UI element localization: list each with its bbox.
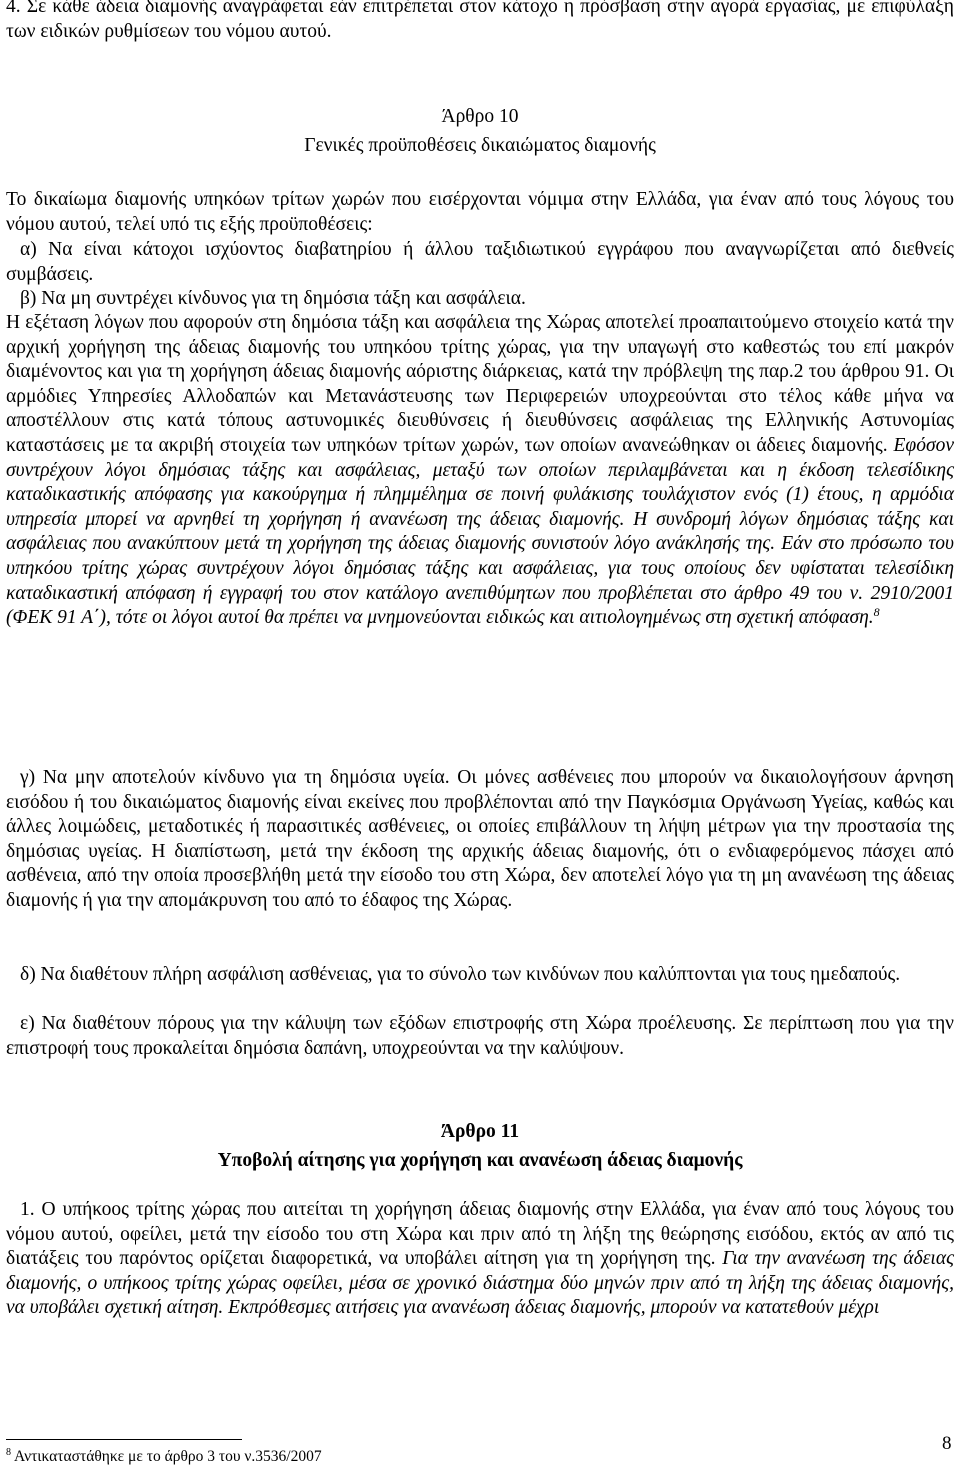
condition-e-text: ε) Να διαθέτουν πόρους για την κάλυψη των εξόδων επιστροφής στη Χώρα προέλευσης. Σε περίπτωση που για την επιστροφή τους προκαλείται δημόσια δαπάνη, υποχρεούνται να την καλύψουν. bbox=[6, 1013, 954, 1059]
paragraph-article-11-1 bbox=[6, 1198, 954, 1321]
footnote-text: Αντικαταστάθηκε με το άρθρο 3 του ν.3536/2007 bbox=[11, 1448, 322, 1465]
article-10-subtitle-text: Γενικές προϋποθέσεις δικαιώματος διαμονής bbox=[304, 135, 656, 156]
article-11-1-text: 1. Ο υπήκοος τρίτης χώρας που αιτείται τη χορήγηση άδειας διαμονής στην Ελλάδα, για έναν από τους λόγους του νόμου αυτού, οφείλει, μετά την είσοδο του στη Χώρα και πριν από τη λήξη της θεώρησης εισόδου, εκτός αν από τις διατάξεις του παρόντος ορίζεται διαφορετικά, να υποβάλει αίτηση για τη χορήγηση της. bbox=[6, 1199, 954, 1270]
paragraph-item-4 bbox=[6, 0, 954, 44]
paragraph-condition-d bbox=[6, 963, 954, 988]
paragraph-condition-a bbox=[6, 238, 954, 287]
paragraph-intro-text: Το δικαίωμα διαμονής υπηκόων τρίτων χωρών που εισέρχονται νόμιμα στην Ελλάδα, για έναν από τους λόγους του νόμου αυτού, τελεί υπό τις εξής προϋποθέσεις: bbox=[6, 189, 954, 235]
footnote bbox=[6, 1447, 322, 1466]
condition-b-text: β) Να μη συντρέχει κίνδυνος για τη δημόσια τάξη και ασφάλεια. bbox=[20, 288, 526, 309]
article-11-subtitle bbox=[0, 1149, 960, 1174]
article-10-subtitle bbox=[0, 134, 960, 159]
paragraph-condition-b bbox=[6, 287, 954, 312]
paragraph-condition-e bbox=[6, 1012, 954, 1061]
public-order-italic-text: Εφόσον συντρέχουν λόγοι δημόσιας τάξης και ασφάλειας, μεταξύ των οποίων περιλαμβάνεται και η έκδοση τελεσίδικης καταδικαστικής απόφασης για κακούργημα ή πλημμέλημα σε ποινή φυλάκισης τουλάχιστον ενός (1) έτους, η αρμόδια υπηρεσία μπορεί να αρνηθεί τη χορήγηση ή ανανέωση της άδειας διαμονής. Η συνδρομή λόγων δημόσιας τάξης και ασφάλειας που ανακύπτουν μετά τη χορήγηση της άδειας διαμονής συνιστούν λόγο ανάκλησής της. Εάν στο πρόσωπο του υπηκόου τρίτης χώρας συντρέχουν λόγοι δημόσιας τάξης και ασφάλειας, για τους οποίους δεν υφίσταται τελεσίδικη καταδικαστική απόφαση ή εγγραφή του στον κατάλογο ανεπιθύμητων που προβλέπεται στο άρθρο 49 του ν. 2910/2001 (ΦΕΚ 91 Α΄), τότε οι λόγοι αυτοί θα πρέπει να μνημονεύονται ειδικώς και αιτιολογημένως στη σχετική απόφαση. bbox=[6, 434, 954, 629]
article-10-title-text: Άρθρο 10 bbox=[441, 106, 519, 127]
article-11-1-italic-text: Για την ανανέωση της άδειας διαμονής, ο υπήκοος τρίτης χώρας οφείλει, μέσα σε χρονικό διάστημα δύο μηνών πριν από τη λήξη της άδειας διαμονής, να υποβάλει σχετική αίτηση. Εκπρόθεσμες αιτήσεις για ανανέωση άδειας διαμονής, μπορούν να κατατεθούν μέχρι bbox=[6, 1248, 954, 1319]
article-11-title-text: Άρθρο 11 bbox=[440, 1121, 520, 1142]
footnote-reference: 8 bbox=[873, 605, 880, 620]
paragraph-public-order bbox=[6, 311, 954, 631]
article-11-title bbox=[0, 1120, 960, 1145]
article-11-subtitle-text: Υποβολή αίτησης για χορήγηση και ανανέωση άδειας διαμονής bbox=[217, 1150, 743, 1171]
condition-d-text: δ) Να διαθέτουν πλήρη ασφάλιση ασθένειας, για το σύνολο των κινδύνων που καλύπτονται για τους ημεδαπούς. bbox=[20, 964, 901, 985]
paragraph-item-4-text: 4. Σε κάθε άδεια διαμονής αναγράφεται εάν επιτρέπεται στον κάτοχο η πρόσβαση στην αγορά εργασίας, με επιφύλαξη των ειδικών ρυθμίσεων του νόμου αυτού. bbox=[6, 0, 954, 42]
article-10-title bbox=[0, 105, 960, 130]
condition-a-text: α) Να είναι κάτοχοι ισχύοντος διαβατηρίου ή άλλου ταξιδιωτικού εγγράφου που αναγνωρίζεται από διεθνείς συμβάσεις. bbox=[6, 239, 954, 285]
paragraph-condition-c bbox=[6, 766, 954, 914]
paragraph-intro bbox=[6, 188, 954, 237]
page-number: 8 bbox=[942, 1433, 952, 1454]
public-order-text: Η εξέταση λόγων που αφορούν στη δημόσια τάξη και ασφάλεια της Χώρας αποτελεί προαπαιτούμενο στοιχείο κατά την αρχική χορήγηση της άδειας διαμονής του υπηκόου τρίτης χώρας, για την υπαγωγή στο καθεστώς του επί μακρόν διαμένοντος και για τη χορήγηση άδειας διαμονής αόριστης διάρκειας, κατά την πρόβλεψη της παρ.2 του άρθρου 91. Οι αρμόδιες Υπηρεσίες Αλλοδαπών και Μετανάστευσης των Περιφερειών υποχρεούνται στο τέλος κάθε μήνα να αποστέλλουν στις κατά τόπους αστυνομικές διευθύνσεις ή διευθύνσεις ασφάλειας της Ελληνικής Αστυνομίας καταστάσεις με τα ακριβή στοιχεία των υπηκόων τρίτων χωρών, των οποίων ανανεώθηκαν οι άδειες διαμονής. bbox=[6, 312, 954, 456]
footnote-divider bbox=[6, 1439, 242, 1440]
condition-c-text: γ) Να μην αποτελούν κίνδυνο για τη δημόσια υγεία. Οι μόνες ασθένειες που μπορούν να δικαιολογήσουν άρνηση εισόδου ή του δικαιώματος διαμονής είναι εκείνες που προβλέπονται από την Παγκόσμια Οργάνωση Υγείας, καθώς και άλλες λοιμώδεις, μεταδοτικές ή παρασιτικές ασθένειες, οι οποίες επιβάλλουν τη λήψη μέτρων για την προστασία της δημόσιας υγείας. Η διαπίστωση, μετά την έκδοση της αρχικής άδειας διαμονής, ότι ο ενδιαφερόμενος πάσχει από ασθένεια, από την οποία προσεβλήθη μετά την είσοδο του στη Χώρα, δεν αποτελεί λόγο για τη μη ανανέωση της άδειας διαμονής ή για την απομάκρυνση του από το έδαφος της Χώρας. bbox=[6, 767, 954, 911]
footnote-number: 8 bbox=[6, 1447, 11, 1458]
